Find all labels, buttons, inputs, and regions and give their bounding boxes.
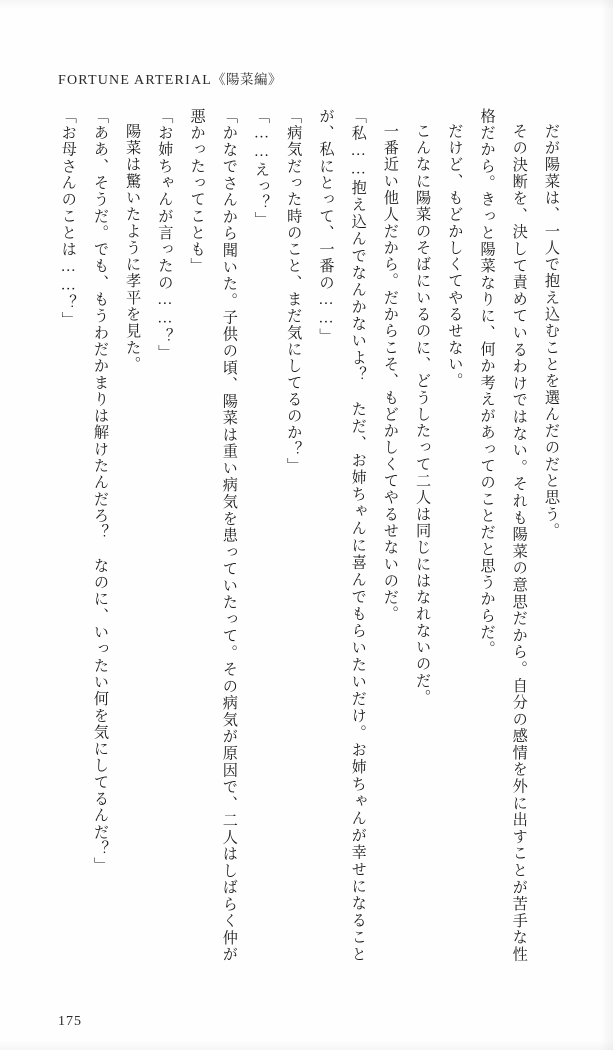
page-number: 175 bbox=[58, 1014, 82, 1029]
paragraph: 陽菜は驚いたように孝平を見た。 bbox=[124, 123, 142, 373]
dialogue-line: 「かなでさんから聞いた。子供の頃、陽菜は重い病気を患っていたって。その病気が原因で、二人はしばらく仲が悪かったってことも」 bbox=[188, 108, 238, 963]
vertical-body-text bbox=[59, 108, 567, 963]
dialogue-line: 「……えっ？」 bbox=[253, 108, 271, 229]
page-edge-shading-top bbox=[0, 0, 613, 10]
paragraph: だけど、もどかしくてやるせない。 bbox=[446, 123, 464, 390]
dialogue-line: 「お母さんのことは……？」 bbox=[59, 108, 77, 329]
running-header-roman-title: FORTUNE ARTERIAL bbox=[58, 73, 213, 88]
dialogue-line: 「ああ、そうだ。でも、もうわだかまりは解けたんだろ？ なのに、いったい何を気にしてるんだ？」 bbox=[91, 108, 109, 874]
paragraph: その決断を、決して責めているわけではない。それも陽菜の意思だから。自分の感情を外に出すことが苦手な性格だから。きっと陽菜なりに、何か考えがあってのことだと思うからだ。 bbox=[478, 108, 528, 963]
paragraph: こんなに陽菜のそばにいるのに、どうしたって二人は同じにはなれないのだ。 bbox=[414, 123, 432, 706]
paragraph: 一番近い他人だから。だからこそ、もどかしくてやるせないのだ。 bbox=[381, 123, 399, 623]
running-header bbox=[58, 68, 282, 89]
dialogue-line: 「病気だった時のこと、まだ気にしてるのか？」 bbox=[285, 108, 303, 475]
running-header-japanese-title: 《陽菜編》 bbox=[212, 72, 283, 87]
paragraph: だが陽菜は、一人で抱え込むことを選んだのだと思う。 bbox=[543, 123, 560, 540]
page-edge-shading-bottom bbox=[0, 1040, 613, 1050]
dialogue-line: 「私……抱え込んでなんかないよ？ ただ、お姉ちゃんに喜んでもらいたいだけ。お姉ちゃんが幸せになることが、私にとって、一番の……」 bbox=[317, 108, 367, 963]
page-edge-shading-right bbox=[601, 0, 613, 1050]
dialogue-line: 「お姉ちゃんが言ったの……？」 bbox=[156, 108, 174, 362]
